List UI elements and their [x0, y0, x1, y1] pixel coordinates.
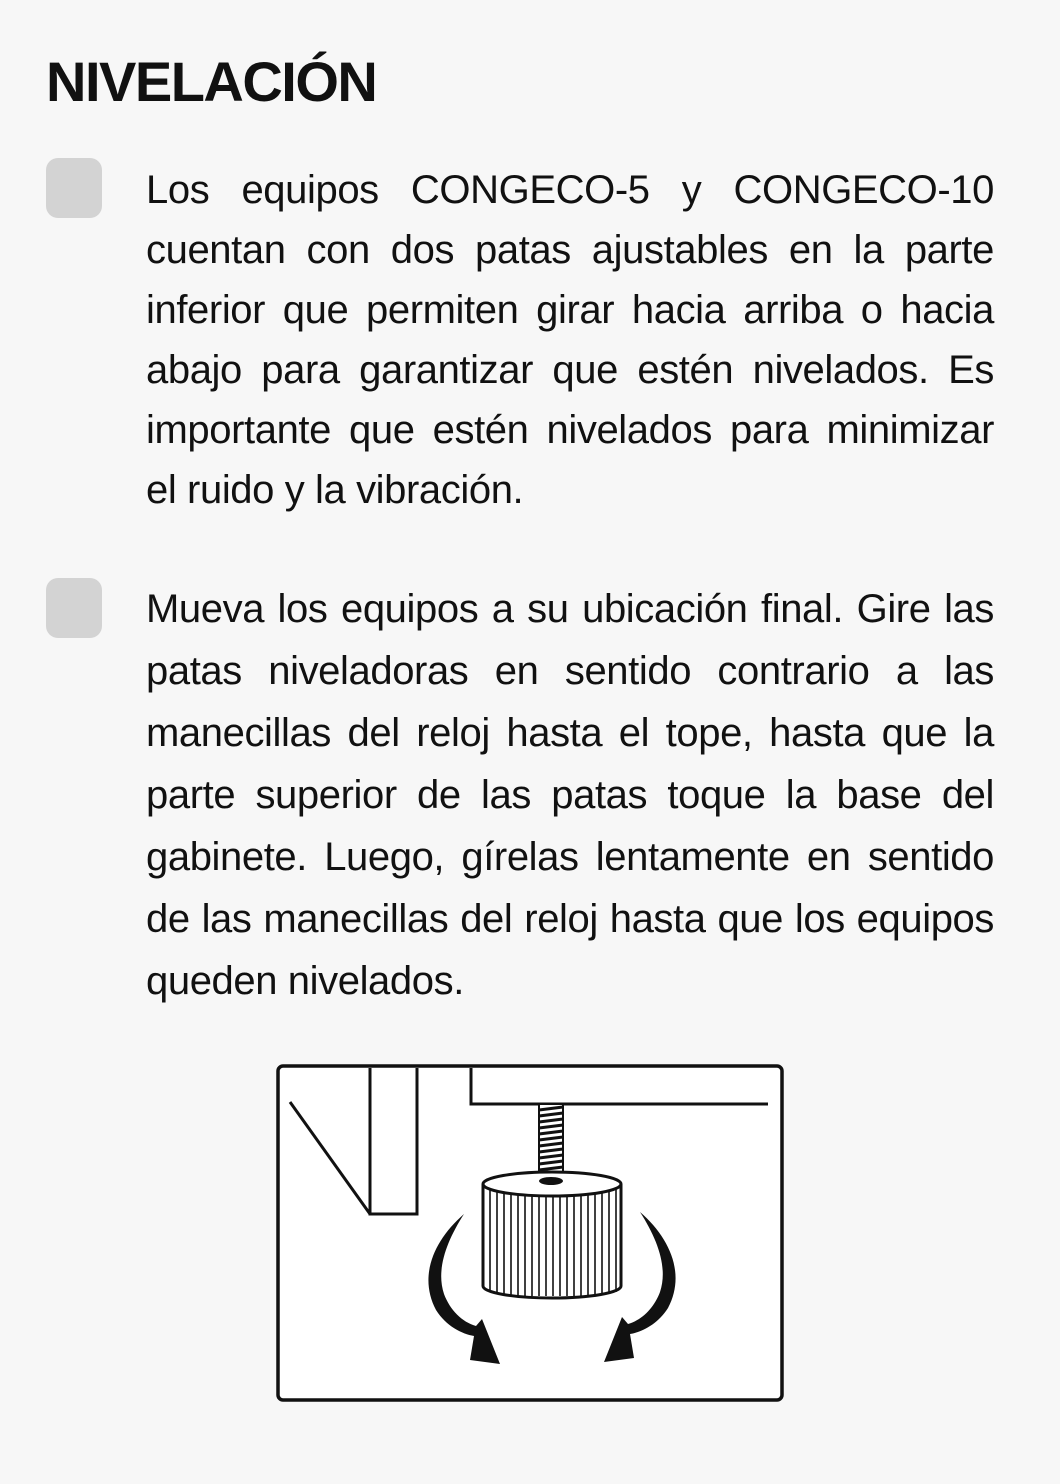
bullet-marker-2 — [46, 578, 102, 638]
paragraph-2: Mueva los equipos a su ubicación final. Gire las patas niveladoras en sentido contrario a las manecillas del reloj hasta el tope, hasta que la parte superior de las patas toque la base del gabinete. Luego, gírelas lentamente en sentido de las manecillas del reloj hasta que los equipos queden nivelados. — [146, 587, 994, 1003]
page-title: NIVELACIÓN — [46, 50, 377, 113]
paragraph-1: Los equipos CONGECO-5 y CONGECO-10 cuentan con dos patas ajustables en la parte inferior que permiten girar hacia arriba o hacia abajo para garantizar que estén nivelados. Es importante que estén nivelados para minimizar el ruido y la vibración. — [146, 168, 994, 512]
leveling-foot — [483, 1172, 621, 1298]
leveling-foot-illustration — [276, 1064, 784, 1402]
bullet-marker-1 — [46, 158, 102, 218]
